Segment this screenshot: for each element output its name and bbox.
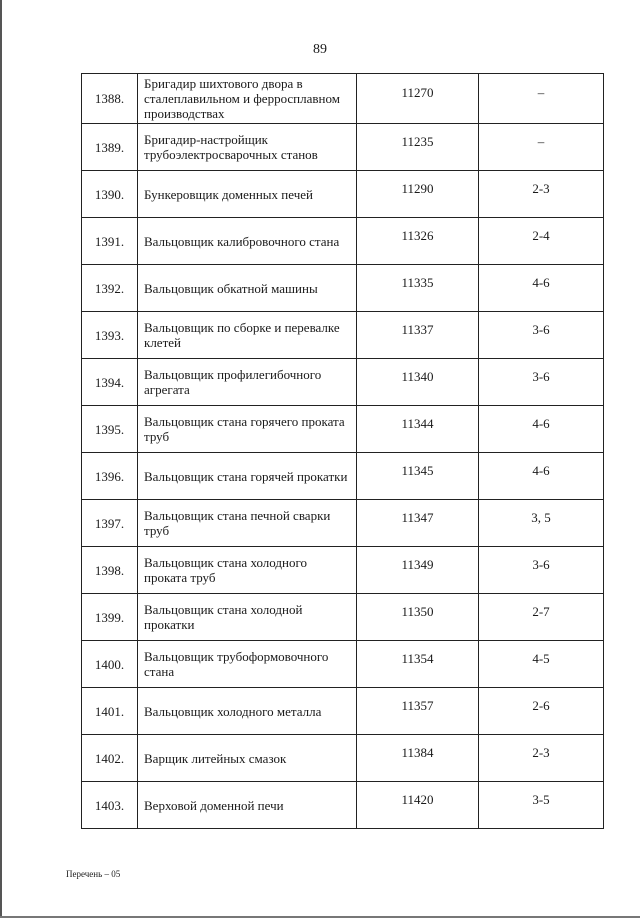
profession-name-cell bbox=[138, 124, 357, 171]
grade-range-cell bbox=[479, 74, 604, 124]
grade-range: 4-6 bbox=[532, 462, 550, 478]
row-number: 1403. bbox=[94, 797, 125, 813]
row-number-cell bbox=[82, 406, 138, 453]
row-number: 1394. bbox=[94, 374, 125, 390]
profession-code: 11340 bbox=[401, 368, 434, 384]
grade-range: 2-6 bbox=[532, 697, 550, 713]
table-row bbox=[82, 735, 604, 782]
table-row bbox=[82, 124, 604, 171]
row-number-cell bbox=[82, 218, 138, 265]
grade-range: 2-3 bbox=[532, 744, 550, 760]
scan-edge-left bbox=[0, 0, 2, 918]
profession-code-cell bbox=[357, 688, 479, 735]
row-number: 1400. bbox=[94, 656, 125, 672]
row-number-cell bbox=[82, 453, 138, 500]
profession-code: 11349 bbox=[401, 556, 434, 572]
row-number: 1393. bbox=[94, 327, 125, 343]
professions-table bbox=[81, 73, 604, 829]
profession-code: 11357 bbox=[401, 697, 434, 713]
profession-code: 11326 bbox=[401, 227, 434, 243]
profession-code-cell bbox=[357, 171, 479, 218]
profession-name: Вальцовщик стана горячей прокатки bbox=[144, 468, 348, 484]
profession-name-cell bbox=[138, 594, 357, 641]
profession-code-cell bbox=[357, 265, 479, 312]
profession-name-cell bbox=[138, 547, 357, 594]
profession-code-cell bbox=[357, 594, 479, 641]
table-row bbox=[82, 641, 604, 688]
table-row bbox=[82, 688, 604, 735]
grade-range: 2-3 bbox=[532, 180, 550, 196]
grade-range-cell bbox=[479, 594, 604, 641]
grade-range-cell bbox=[479, 453, 604, 500]
table-row bbox=[82, 74, 604, 124]
row-number-cell bbox=[82, 265, 138, 312]
profession-code-cell bbox=[357, 641, 479, 688]
profession-code-cell bbox=[357, 406, 479, 453]
profession-code: 11290 bbox=[401, 180, 434, 196]
grade-range: 3-6 bbox=[532, 321, 550, 337]
profession-name: Вальцовщик стана горячего проката труб bbox=[144, 414, 345, 444]
table-row bbox=[82, 782, 604, 829]
profession-code-cell bbox=[357, 500, 479, 547]
profession-code-cell bbox=[357, 359, 479, 406]
profession-code: 11235 bbox=[401, 133, 434, 149]
row-number: 1395. bbox=[94, 421, 125, 437]
grade-range: 2-7 bbox=[532, 603, 550, 619]
row-number-cell bbox=[82, 500, 138, 547]
row-number-cell bbox=[82, 641, 138, 688]
grade-range: 3-6 bbox=[532, 368, 550, 384]
table-row bbox=[82, 359, 604, 406]
profession-name-cell bbox=[138, 688, 357, 735]
profession-code-cell bbox=[357, 74, 479, 124]
row-number: 1396. bbox=[94, 468, 125, 484]
profession-code: 11420 bbox=[401, 791, 434, 807]
profession-name-cell bbox=[138, 359, 357, 406]
row-number-cell bbox=[82, 547, 138, 594]
profession-code-cell bbox=[357, 218, 479, 265]
profession-code: 11347 bbox=[401, 509, 434, 525]
profession-name-cell bbox=[138, 265, 357, 312]
row-number-cell bbox=[82, 74, 138, 124]
profession-code: 11337 bbox=[401, 321, 434, 337]
profession-code: 11344 bbox=[401, 415, 434, 431]
profession-name-cell bbox=[138, 171, 357, 218]
profession-name: Вальцовщик профилегибочного агрегата bbox=[144, 367, 322, 397]
grade-range-cell bbox=[479, 406, 604, 453]
profession-code: 11345 bbox=[401, 462, 434, 478]
row-number-cell bbox=[82, 359, 138, 406]
grade-range-cell bbox=[479, 500, 604, 547]
page-footer: Перечень – 05 bbox=[66, 869, 121, 879]
table-row bbox=[82, 406, 604, 453]
profession-name: Вальцовщик обкатной машины bbox=[144, 280, 318, 296]
profession-name: Верховой доменной печи bbox=[144, 797, 284, 813]
profession-name-cell bbox=[138, 641, 357, 688]
profession-name-cell bbox=[138, 500, 357, 547]
row-number-cell bbox=[82, 688, 138, 735]
profession-name: Вальцовщик калибровочного стана bbox=[144, 233, 340, 249]
profession-name: Вальцовщик стана печной сварки труб bbox=[144, 508, 331, 538]
profession-name-cell bbox=[138, 74, 357, 124]
row-number-cell bbox=[82, 124, 138, 171]
profession-name: Варщик литейных смазок bbox=[144, 750, 287, 766]
grade-range-cell bbox=[479, 688, 604, 735]
table-row bbox=[82, 500, 604, 547]
table-row bbox=[82, 171, 604, 218]
profession-name-cell bbox=[138, 312, 357, 359]
grade-range: – bbox=[537, 85, 545, 100]
profession-name-cell bbox=[138, 406, 357, 453]
profession-code-cell bbox=[357, 735, 479, 782]
grade-range-cell bbox=[479, 641, 604, 688]
grade-range: 3, 5 bbox=[531, 509, 551, 525]
profession-code-cell bbox=[357, 453, 479, 500]
row-number: 1389. bbox=[94, 139, 125, 155]
profession-code-cell bbox=[357, 547, 479, 594]
grade-range: 4-5 bbox=[532, 650, 550, 666]
grade-range: 3-6 bbox=[532, 556, 550, 572]
row-number: 1401. bbox=[94, 703, 125, 719]
table-row bbox=[82, 265, 604, 312]
grade-range: 3-5 bbox=[532, 791, 550, 807]
grade-range: 4-6 bbox=[532, 415, 550, 431]
grade-range-cell bbox=[479, 171, 604, 218]
profession-code: 11354 bbox=[401, 650, 434, 666]
profession-name-cell bbox=[138, 782, 357, 829]
profession-code-cell bbox=[357, 782, 479, 829]
profession-code: 11384 bbox=[401, 744, 434, 760]
profession-name: Бригадир шихтового двора в сталеплавильном и ферросплавном производствах bbox=[144, 76, 340, 121]
row-number-cell bbox=[82, 171, 138, 218]
row-number-cell bbox=[82, 312, 138, 359]
profession-name: Бункеровщик доменных печей bbox=[144, 186, 313, 202]
grade-range-cell bbox=[479, 265, 604, 312]
profession-code-cell bbox=[357, 124, 479, 171]
grade-range-cell bbox=[479, 218, 604, 265]
profession-name-cell bbox=[138, 453, 357, 500]
profession-code: 11335 bbox=[401, 274, 434, 290]
row-number: 1388. bbox=[94, 91, 125, 106]
row-number-cell bbox=[82, 594, 138, 641]
grade-range: 2-4 bbox=[532, 227, 550, 243]
profession-name: Вальцовщик стана холодной прокатки bbox=[144, 602, 303, 632]
row-number: 1398. bbox=[94, 562, 125, 578]
profession-name: Вальцовщик по сборке и перевалке клетей bbox=[144, 320, 340, 350]
profession-code: 11350 bbox=[401, 603, 434, 619]
row-number-cell bbox=[82, 782, 138, 829]
table-row bbox=[82, 594, 604, 641]
row-number: 1397. bbox=[94, 515, 125, 531]
row-number-cell bbox=[82, 735, 138, 782]
grade-range-cell bbox=[479, 547, 604, 594]
row-number: 1390. bbox=[94, 186, 125, 202]
row-number: 1392. bbox=[94, 280, 125, 296]
profession-name: Вальцовщик стана холодного проката труб bbox=[144, 555, 307, 585]
grade-range-cell bbox=[479, 782, 604, 829]
grade-range-cell bbox=[479, 735, 604, 782]
profession-name-cell bbox=[138, 218, 357, 265]
row-number: 1391. bbox=[94, 233, 125, 249]
profession-code-cell bbox=[357, 312, 479, 359]
table-row bbox=[82, 218, 604, 265]
page-number: 89 bbox=[313, 42, 327, 57]
grade-range-cell bbox=[479, 312, 604, 359]
table-row bbox=[82, 547, 604, 594]
row-number: 1402. bbox=[94, 750, 125, 766]
table-body bbox=[82, 74, 604, 829]
grade-range: 4-6 bbox=[532, 274, 550, 290]
profession-name: Вальцовщик холодного металла bbox=[144, 703, 322, 719]
grade-range-cell bbox=[479, 359, 604, 406]
table-row bbox=[82, 312, 604, 359]
table-row bbox=[82, 453, 604, 500]
grade-range-cell bbox=[479, 124, 604, 171]
grade-range: – bbox=[537, 133, 545, 149]
profession-code: 11270 bbox=[401, 85, 434, 100]
profession-name-cell bbox=[138, 735, 357, 782]
profession-name: Бригадир-настройщик трубоэлектросварочных станов bbox=[144, 132, 318, 162]
profession-name: Вальцовщик трубоформовочного стана bbox=[144, 649, 329, 679]
row-number: 1399. bbox=[94, 609, 125, 625]
